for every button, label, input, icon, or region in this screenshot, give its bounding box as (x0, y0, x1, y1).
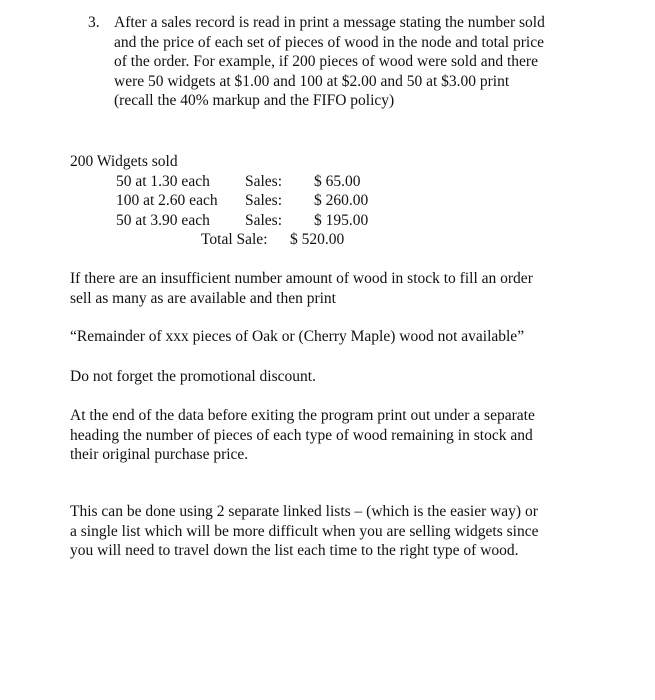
sales-qty: 100 at 2.60 each (116, 192, 218, 209)
linked-lists-paragraph (70, 502, 610, 561)
text-line: “Remainder of xxx pieces of Oak or (Cherry Maple) wood not available” (70, 328, 525, 345)
text-line: sell as many as are available and then print (70, 289, 336, 307)
sales-label: Sales: (245, 192, 283, 209)
sales-row (70, 211, 390, 231)
sales-label: Sales: (245, 211, 283, 229)
text-line: After a sales record is read in print a message stating the number sold (114, 14, 545, 31)
text-line: a single list which will be more difficult when you are selling widgets since (70, 522, 539, 540)
total-amount: $ 520.00 (290, 231, 345, 248)
text-line: their original purchase price. (70, 446, 249, 463)
sales-row (70, 172, 390, 192)
text-line: you will need to travel down the list each time to the right type of wood. (70, 542, 519, 559)
promo-paragraph (70, 367, 610, 387)
text-line: and the price of each set of pieces of wood in the node and total price (114, 33, 544, 51)
end-of-data-paragraph (70, 406, 610, 465)
total-label: Total Sale: (201, 231, 268, 248)
sales-total-row (70, 230, 390, 250)
text-line: Do not forget the promotional discount. (70, 368, 316, 385)
text-line: (recall the 40% markup and the FIFO policy) (114, 92, 395, 109)
text-line: were 50 widgets at $1.00 and 100 at $2.00 and 50 at $3.00 print (114, 72, 510, 90)
text-line: If there are an insufficient number amount of wood in stock to fill an order (70, 270, 533, 287)
text-line: At the end of the data before exiting the program print out under a separate (70, 407, 535, 424)
item-number: 3. (88, 14, 100, 31)
sales-row (70, 191, 390, 211)
item-3 (88, 13, 628, 111)
text-line: heading the number of pieces of each type of wood remaining in stock and (70, 426, 533, 444)
sales-heading: 200 Widgets sold (70, 153, 178, 170)
text-line: of the order. For example, if 200 pieces of wood were sold and there (114, 53, 538, 70)
sales-qty: 50 at 3.90 each (116, 211, 210, 229)
sales-qty: 50 at 1.30 each (116, 172, 210, 190)
sales-amount: $ 65.00 (314, 172, 361, 190)
item-3-text (114, 13, 628, 111)
sales-amount: $ 195.00 (314, 211, 369, 229)
remainder-message (70, 327, 610, 347)
insufficient-paragraph (70, 269, 610, 308)
sales-amount: $ 260.00 (314, 192, 369, 209)
text-line: This can be done using 2 separate linked lists – (which is the easier way) or (70, 503, 538, 520)
sales-label: Sales: (245, 172, 283, 190)
sales-example (70, 152, 390, 250)
